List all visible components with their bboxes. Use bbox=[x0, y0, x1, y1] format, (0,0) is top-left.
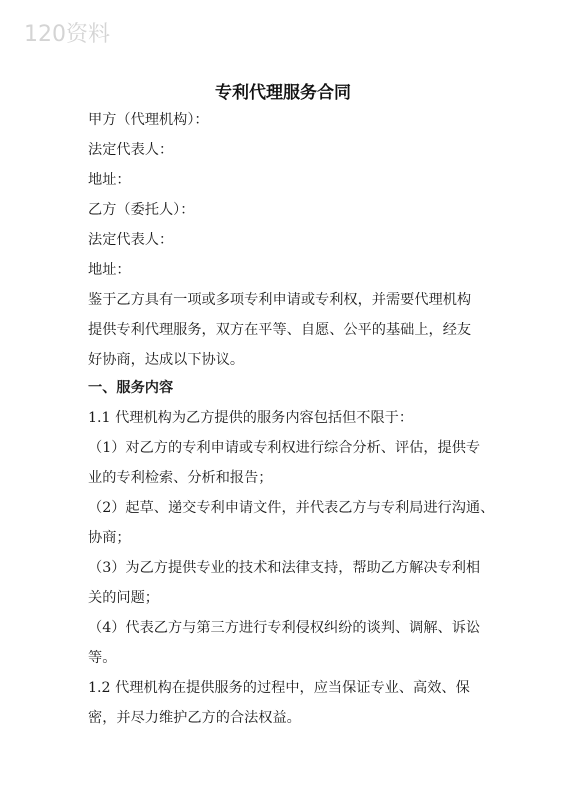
party-b-label: 乙方（委托人）： bbox=[88, 202, 195, 218]
preamble-line: 好协商，达成以下协议。 bbox=[88, 352, 245, 368]
clause-line: 等。 bbox=[88, 650, 117, 666]
party-a-label: 甲方（代理机构）： bbox=[88, 112, 209, 128]
clause-line: （2）起草、递交专利申请文件，并代表乙方与专利局进行沟通、 bbox=[88, 500, 495, 516]
clause-line: 业的专利检索、分析和报告； bbox=[88, 470, 273, 486]
clause-line: （3）为乙方提供专业的技术和法律支持，帮助乙方解决专利相 bbox=[88, 560, 481, 576]
clause-line: 密，并尽力维护乙方的合法权益。 bbox=[88, 710, 301, 726]
preamble-line: 提供专利代理服务，双方在平等、自愿、公平的基础上，经友 bbox=[88, 322, 472, 338]
party-a-address: 地址： bbox=[88, 172, 131, 188]
watermark: 120资料 bbox=[24, 22, 110, 47]
clause-line: 关的问题； bbox=[88, 590, 159, 606]
party-a-legal-rep: 法定代表人： bbox=[88, 142, 174, 158]
document-title: 专利代理服务合同 bbox=[215, 83, 351, 103]
clause-line: 协商； bbox=[88, 530, 131, 546]
party-b-legal-rep: 法定代表人： bbox=[88, 232, 174, 248]
clause-line: （4）代表乙方与第三方进行专利侵权纠纷的谈判、调解、诉讼 bbox=[88, 620, 481, 636]
preamble-line: 鉴于乙方具有一项或多项专利申请或专利权，并需要代理机构 bbox=[88, 292, 472, 308]
party-b-address: 地址： bbox=[88, 262, 131, 278]
clause-line: （1）对乙方的专利申请或专利权进行综合分析、评估，提供专 bbox=[88, 440, 481, 456]
clause-line: 1.1 代理机构为乙方提供的服务内容包括但不限于： bbox=[88, 410, 414, 426]
section-heading: 一、服务内容 bbox=[88, 380, 174, 396]
clause-line: 1.2 代理机构在提供服务的过程中，应当保证专业、高效、保 bbox=[88, 680, 470, 696]
